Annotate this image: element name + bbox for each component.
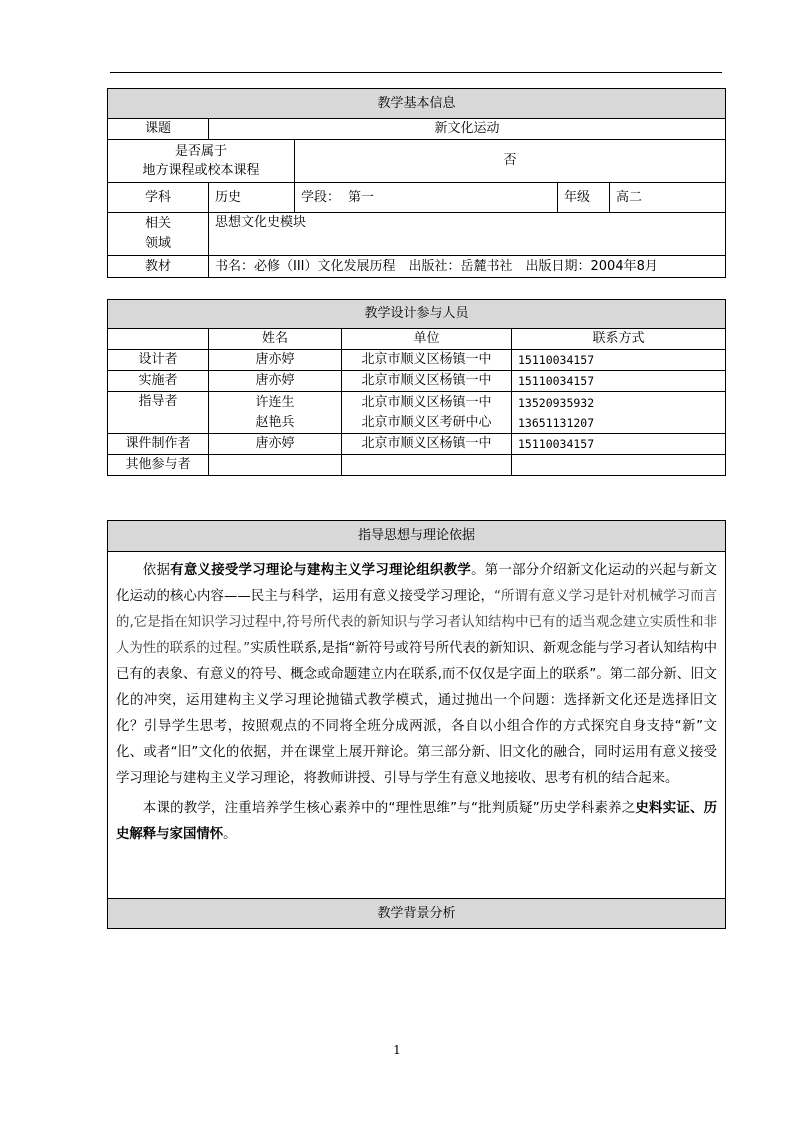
implementer-name: 唐亦婷 — [209, 371, 342, 392]
guiding-paragraph-1 — [116, 558, 717, 792]
stage-cell — [295, 183, 558, 213]
textbook-label: 教材 — [108, 256, 209, 278]
advisor-names — [209, 392, 342, 434]
p1-text-b: 。第一部分介绍新文化运动的兴起与新文化运动的核心内容——民主与科学，运用有意义接受学习理论， — [116, 563, 718, 604]
table-row — [108, 392, 726, 434]
subject-value: 历史 — [209, 183, 295, 213]
implementer-unit: 北京市顺义区杨镇一中 — [342, 371, 512, 392]
others-phone — [512, 455, 726, 476]
page-number: 1 — [393, 1043, 401, 1057]
guiding-header: 指导思想与理论依据 — [108, 521, 726, 552]
participants-corner — [108, 329, 209, 350]
advisor-units — [342, 392, 512, 434]
col-unit: 单位 — [342, 329, 512, 350]
table-row — [108, 371, 726, 392]
p1-text-c: 实质性联系,是指“新符号或符号所代表的新知识、新观念能与学习者认知结构中已有的表象、有意义的符号、概念或命题建立内在联系,而不仅仅是字面上的联系”。第二部分新、旧文化的冲突，运用建构主义学习理论抛锚式教学模式，通过抛出一个问题：选择新文化还是选择旧文化？引导学生思考，按照观点的不同将全班分成两派，各自以小组合作的方式探究自身支持“新”文化、或者“旧”文化的依据，并在课堂上展开辩论。第三部分新、旧文化的融合，同时运用有意义接受学习理论与建构主义学习理论，将教师讲授、引导与学生有意义地接收、思考有机的结合起来。 — [116, 641, 717, 786]
col-name: 姓名 — [209, 329, 342, 350]
designer-name: 唐亦婷 — [209, 350, 342, 371]
advisor-phones — [512, 392, 726, 434]
field-label — [108, 213, 209, 256]
table-row — [108, 455, 726, 476]
role-courseware: 课件制作者 — [108, 434, 209, 455]
guiding-table — [107, 520, 726, 929]
role-others: 其他参与者 — [108, 455, 209, 476]
basic-info-header: 教学基本信息 — [108, 89, 726, 119]
subject-label: 学科 — [108, 183, 209, 213]
grade-value: 高二 — [610, 183, 726, 213]
participants-header: 教学设计参与人员 — [108, 300, 726, 329]
field-value: 思想文化史模块 — [209, 213, 726, 256]
designer-unit: 北京市顺义区杨镇一中 — [342, 350, 512, 371]
field-label-line2: 领域 — [144, 236, 171, 251]
local-course-label-line1: 是否属于 — [174, 144, 227, 159]
implementer-phone: 15110034157 — [512, 371, 726, 392]
advisor-phone-1: 13520935932 — [518, 395, 595, 410]
basic-info-table — [107, 88, 726, 278]
designer-phone: 15110034157 — [512, 350, 726, 371]
local-course-value: 否 — [295, 140, 726, 183]
role-implementer: 实施者 — [108, 371, 209, 392]
p1-text-a: 依据 — [142, 563, 171, 578]
advisor-name-2: 赵艳兵 — [255, 414, 295, 430]
textbook-value: 书名：必修（III）文化发展历程 出版社：岳麓书社 出版日期：2004年8月 — [209, 256, 726, 278]
guiding-body — [108, 552, 726, 899]
advisor-unit-1: 北京市顺义区杨镇一中 — [361, 394, 492, 410]
advisor-name-1: 许连生 — [255, 394, 295, 410]
stage-value: 第一 — [348, 189, 375, 205]
topic-value: 新文化运动 — [209, 119, 726, 140]
p2-text-a: 本课的教学，注重培养学生核心素养中的“理性思维”与“批判质疑”历史学科素养之 — [142, 801, 636, 816]
p1-bold: 有意义接受学习理论与建构主义学习理论组织教学 — [170, 563, 472, 578]
advisor-phone-2: 13651131207 — [518, 415, 595, 430]
table-row — [108, 350, 726, 371]
guiding-paragraph-2 — [116, 796, 717, 848]
p1-quote: “所谓有意义学习是针对机械学习而言的,它是指在知识学习过程中,符号所代表的新知识与学习者认知结构中已有的适当观念建立实质性和非人为性的联系的过程。” — [116, 589, 718, 656]
table-row — [108, 434, 726, 455]
local-course-label-line2: 地方课程或校本课程 — [142, 163, 260, 178]
courseware-unit: 北京市顺义区杨镇一中 — [342, 434, 512, 455]
advisor-unit-2: 北京市顺义区考研中心 — [361, 414, 492, 430]
grade-label: 年级 — [558, 183, 610, 213]
col-contact: 联系方式 — [512, 329, 726, 350]
participants-table — [107, 299, 726, 476]
background-header: 教学背景分析 — [108, 899, 726, 929]
courseware-name: 唐亦婷 — [209, 434, 342, 455]
field-label-line1: 相关 — [144, 216, 171, 231]
stage-label: 学段： — [301, 189, 341, 205]
topic-label: 课题 — [108, 119, 209, 140]
role-designer: 设计者 — [108, 350, 209, 371]
p2-bold: 史料实证、历史解释与家国情怀 — [116, 801, 718, 842]
others-unit — [342, 455, 512, 476]
p2-text-b: 。 — [223, 827, 237, 842]
header-rule — [110, 72, 722, 73]
local-course-label — [108, 140, 295, 183]
others-name — [209, 455, 342, 476]
role-advisor: 指导者 — [108, 392, 209, 434]
courseware-phone: 15110034157 — [512, 434, 726, 455]
